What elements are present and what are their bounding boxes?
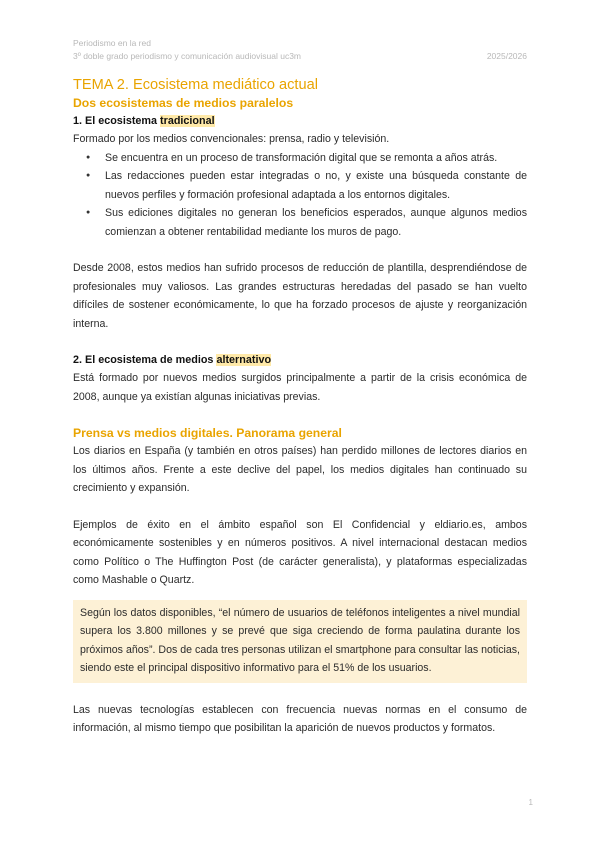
section2-heading-highlight: alternativo [216, 354, 272, 366]
section1-heading-highlight: tradicional [160, 115, 215, 127]
quote-callout: Según los datos disponibles, “el número de usuarios de teléfonos inteligentes a nivel mundial supera los 3.800 millones y se prevé que siga creciendo de forma paulatina durante los próximos años”. Dos de cada tres personas utilizan el smartphone para consultar las noticias, siendo este el principal dispositivo informativo para el 51% de los usuarios. [73, 600, 527, 683]
header-row [73, 50, 527, 63]
section1-heading-text: 1. El ecosistema [73, 115, 161, 127]
document-body [73, 76, 527, 738]
section2-heading [73, 351, 527, 369]
header-degree: 3º doble grado periodismo y comunicación audiovisual uc3m [73, 51, 302, 61]
section3-paragraph2: Ejemplos de éxito en el ámbito español son El Confidencial y eldiario.es, ambos económicamente sostenibles y en números positivos. A nivel internacional destacan medios como Político o The Huffington Post (de carácter generalista), y plataformas especializadas como Mashable o Quartz. [73, 518, 527, 586]
page-number: 1 [528, 798, 533, 807]
section2-heading-text: 2. El ecosistema de medios [73, 354, 217, 366]
page-header [73, 37, 527, 63]
section1-paragraph: Desde 2008, estos medios han sufrido procesos de reducción de plantilla, desprendiéndose de profesionales muy valiosos. Las grandes estructuras heredadas del pasado se han vuelto difíciles de sostener económicamente, lo que ha forzado procesos de ajuste y reorganización interna. [73, 262, 527, 330]
page-title: TEMA 2. Ecosistema mediático actual [73, 77, 318, 93]
page-subtitle: Dos ecosistemas de medios paralelos [73, 96, 294, 110]
section2-paragraph: Está formado por nuevos medios surgidos principalmente a partir de la crisis económica de 2008, aunque ya existían algunas iniciativas previas. [73, 372, 527, 403]
list-item: ● Las redacciones pueden estar integradas o no, y existe una búsqueda constante de nuevos perfiles y formación profesional adaptada a los entornos digitales. [105, 167, 527, 204]
header-year: 2025/2026 [486, 51, 527, 61]
section3-heading: Prensa vs medios digitales. Panorama general [73, 426, 342, 440]
section1-intro: Formado por los medios convencionales: prensa, radio y televisión. [73, 133, 390, 145]
section3-paragraph3: Las nuevas tecnologías establecen con frecuencia nuevas normas en el consumo de información, al mismo tiempo que posibilitan la aparición de nuevos productos y formatos. [73, 703, 527, 734]
section1-heading [73, 112, 527, 130]
header-course: Periodismo en la red [73, 38, 151, 48]
list-item: ● Sus ediciones digitales no generan los beneficios esperados, aunque algunos medios comienzan a obtener rentabilidad mediante los muros de pago. [105, 204, 527, 241]
list-item: ● Se encuentra en un proceso de transformación digital que se remonta a años atrás. [105, 149, 527, 168]
section1-bullet-list [73, 149, 527, 242]
section3-paragraph1: Los diarios en España (y también en otros países) han perdido millones de lectores diarios en los últimos años. Frente a este declive del papel, los medios digitales han continuado su crecimiento y expansión. [73, 445, 527, 494]
